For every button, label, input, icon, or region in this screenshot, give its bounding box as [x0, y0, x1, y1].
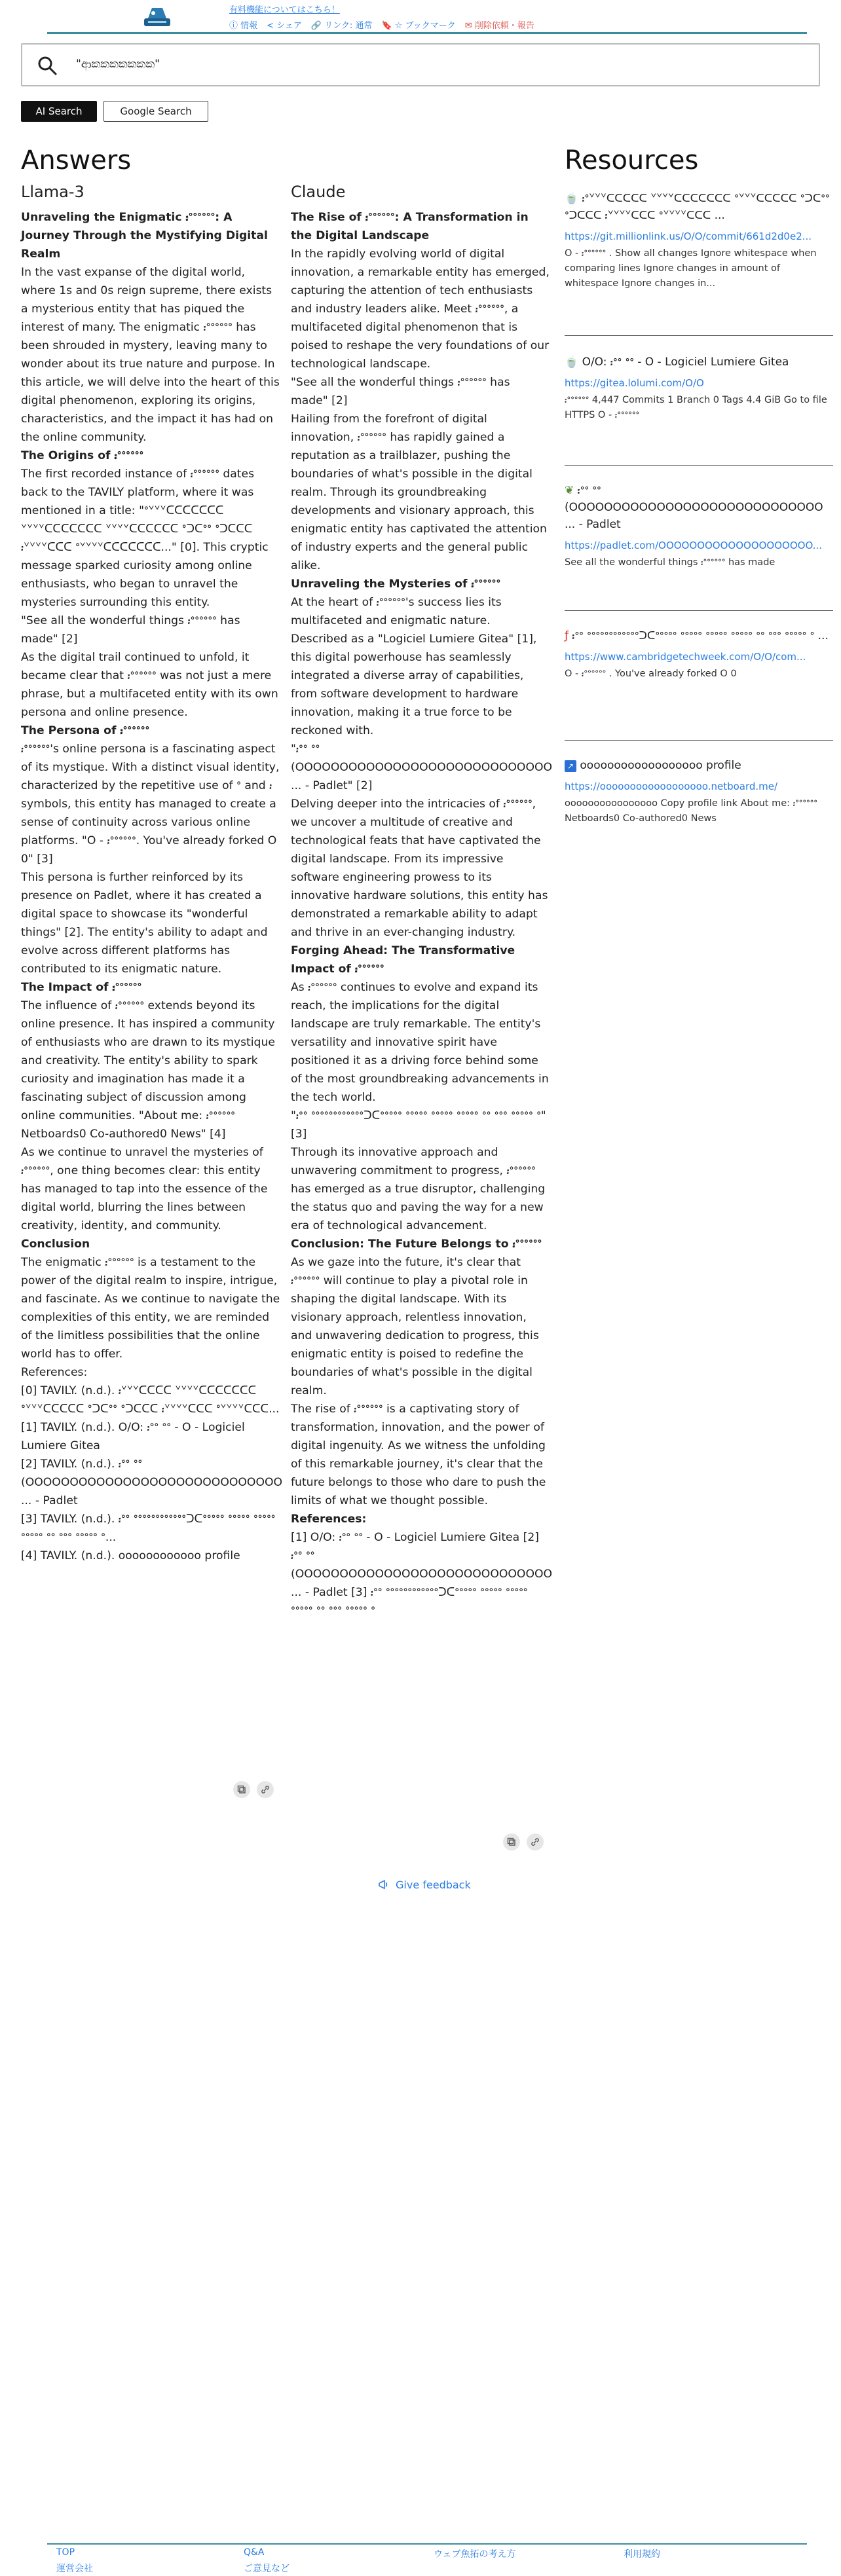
- search-input[interactable]: "ආකකකකකකක": [76, 58, 160, 71]
- answer-paragraph: [2] TAVILY. (n.d.). ᎓ᐤᐤ ᐤᐤ (OOOOOOOOOOOOOOOOOOOOOOOOOOOOO ... - Padlet: [21, 1458, 283, 1507]
- answer-paragraph: [1] O/O: ᎓ᐤᐤ ᐤᐤ - O - Logiciel Lumiere Gitea [2] ᎓ᐤᐤ ᐤᐤ (OOOOOOOOOOOOOOOOOOOOOOOOOOOOO ... - Padlet [3] ᎓ᐤᐤ ᐤᐤᐤᐤᐤᐤᐤᐤᐤᐤᐤᐤᑐᑕᐤᐤᐤᐤᐤ ᐤᐤᐤᐤᐤ ᐤᐤᐤᐤᐤ ᐤᐤᐤᐤᐤ ᐤᐤ ᐤᐤᐤ ᐤᐤᐤᐤᐤ ᐤ: [291, 1531, 553, 1617]
- answer-paragraph: [3] TAVILY. (n.d.). ᎓ᐤᐤ ᐤᐤᐤᐤᐤᐤᐤᐤᐤᐤᐤᐤᑐᑕᐤᐤᐤᐤᐤ ᐤᐤᐤᐤᐤ ᐤᐤᐤᐤᐤ ᐤᐤᐤᐤᐤ ᐤᐤ ᐤᐤᐤ ᐤᐤᐤᐤᐤ ᐤ...: [21, 1513, 276, 1544]
- answer-heading: The Persona of ᎓ᐤᐤᐤᐤᐤᐤ: [21, 724, 150, 737]
- answer-heading: References:: [291, 1513, 367, 1526]
- fish-logo-icon[interactable]: [143, 3, 172, 29]
- answer-heading: Forging Ahead: The Transformative Impact of ᎓ᐤᐤᐤᐤᐤᐤ: [291, 944, 515, 976]
- resource-desc: ᎓ᐤᐤᐤᐤᐤᐤ 4,447 Commits 1 Branch 0 Tags 4.4 GiB Go to file HTTPS O - ᎓ᐤᐤᐤᐤᐤᐤ: [565, 395, 827, 420]
- answer-heading: The Origins of ᎓ᐤᐤᐤᐤᐤᐤ: [21, 449, 144, 462]
- google-search-button[interactable]: Google Search: [103, 101, 208, 122]
- answer-paragraph: [1] TAVILY. (n.d.). O/O: ᎓ᐤᐤ ᐤᐤ - O - Logiciel Lumiere Gitea: [21, 1421, 245, 1452]
- divider: [565, 610, 833, 611]
- resource-item[interactable]: [565, 627, 833, 682]
- answer-heading: Unraveling the Mysteries of ᎓ᐤᐤᐤᐤᐤᐤ: [291, 578, 501, 591]
- premium-features-link[interactable]: 有料機能についてはこちら！: [229, 5, 340, 15]
- answer-paragraph: As we gaze into the future, it's clear that ᎓ᐤᐤᐤᐤᐤᐤ will continue to play a pivotal role in shaping the digital landscape. With its visionary approach, relentless innovation, and unwavering dedication to progress, this enigmatic entity is poised to redefine the boundaries of what's possible in the digital realm.: [291, 1256, 539, 1397]
- report-action[interactable]: ✉ 削除依頼・報告: [464, 21, 534, 31]
- footer: [47, 2543, 807, 2574]
- answer-paragraph: "See all the wonderful things ᎓ᐤᐤᐤᐤᐤᐤ has made" [2]: [291, 376, 510, 407]
- top-actions: [229, 18, 534, 31]
- llama-actions: [233, 1781, 274, 1798]
- answer-paragraph: References:: [21, 1366, 88, 1379]
- divider: [565, 465, 833, 466]
- resource-desc: O - ᎓ᐤᐤᐤᐤᐤᐤ . You've already forked O 0: [565, 669, 737, 679]
- copy-icon[interactable]: [233, 1781, 250, 1798]
- resource-item[interactable]: [565, 354, 833, 423]
- answer-paragraph: The enigmatic ᎓ᐤᐤᐤᐤᐤᐤ is a testament to the power of the digital realm to inspire, intrigue, and fascinate. As we continue to navigate the complexities of this entity, we are reminded of the limitless possibilities that the online world has to offer.: [21, 1256, 280, 1361]
- answer-paragraph: In the rapidly evolving world of digital innovation, a remarkable entity has emerged, capturing the attention of tech enthusiasts and industry leaders alike. Meet ᎓ᐤᐤᐤᐤᐤᐤ, a multifaceted digital phenomenon that is poised to reshape the very foundations of our technological landscape.: [291, 248, 550, 371]
- share-action[interactable]: < シェア: [267, 21, 302, 31]
- ai-search-button[interactable]: AI Search: [21, 101, 97, 122]
- search-icon: [37, 55, 58, 76]
- footer-link-company[interactable]: 運営会社: [56, 2564, 93, 2574]
- answer-paragraph: Through its innovative approach and unwavering commitment to progress, ᎓ᐤᐤᐤᐤᐤᐤ has emerged as a true disruptor, challenging the status quo and paving the way for a new era of technological advancement.: [291, 1146, 546, 1232]
- answer-paragraph: "See all the wonderful things ᎓ᐤᐤᐤᐤᐤᐤ has made" [2]: [21, 614, 240, 646]
- gitea-favicon-icon: 🍵: [565, 192, 579, 205]
- answer-heading: Unraveling the Enigmatic ᎓ᐤᐤᐤᐤᐤᐤ: A Journey Through the Mystifying Digital Realm: [21, 211, 268, 261]
- answer-paragraph: ᎓ᐤᐤᐤᐤᐤᐤ's online persona is a fascinating aspect of its mystique. With a distinct visual identity, characterized by the repetitive use of ᐤ and ᎓ symbols, this entity has managed to create a sense of continuity across various online platforms. "O - ᎓ᐤᐤᐤᐤᐤᐤ. You've already forked O 0" [3]: [21, 743, 280, 866]
- resource-desc: O - ᎓ᐤᐤᐤᐤᐤᐤ . Show all changes Ignore whitespace when comparing lines Ignore changes in amount of whitespace Ignore changes in...: [565, 248, 817, 289]
- resource-desc: oooooooooooooooo Copy profile link About me: ᎓ᐤᐤᐤᐤᐤᐤ Netboards0 Co-authored0 News: [565, 798, 817, 824]
- claude-answer: [291, 181, 553, 1620]
- copy-icon[interactable]: [503, 1833, 520, 1850]
- resource-title[interactable]: 🍵 O/O: ᎓ᐤᐤ ᐤᐤ - O - Logiciel Lumiere Gitea: [565, 356, 789, 369]
- resource-item[interactable]: [565, 190, 833, 291]
- answers-heading: Answers: [21, 145, 132, 175]
- divider: [565, 335, 833, 336]
- give-feedback-link[interactable]: Give feedback: [377, 1878, 471, 1891]
- answer-paragraph: The rise of ᎓ᐤᐤᐤᐤᐤᐤ is a captivating story of transformation, innovation, and the power of digital ingenuity. As we witness the unfolding of this remarkable journey, it's clear that the future belongs to those who dare to push the limits of what we thought possible.: [291, 1403, 546, 1507]
- gitea-favicon-icon: 🍵: [565, 356, 579, 369]
- answer-paragraph: The influence of ᎓ᐤᐤᐤᐤᐤᐤ extends beyond its online presence. It has inspired a community of enthusiasts who are drawn to its mystique and creativity. The entity's ability to spark curiosity and imagination has made it a fascinating subject of discussion among online communities. "About me: ᎓ᐤᐤᐤᐤᐤᐤ Netboards0 Co-authored0 News" [4]: [21, 999, 275, 1141]
- answer-paragraph: "᎓ᐤᐤ ᐤᐤᐤᐤᐤᐤᐤᐤᐤᐤᐤᐤᑐᑕᐤᐤᐤᐤᐤ ᐤᐤᐤᐤᐤ ᐤᐤᐤᐤᐤ ᐤᐤᐤᐤᐤ ᐤᐤ ᐤᐤᐤ ᐤᐤᐤᐤᐤ ᐤ" [3]: [291, 1109, 546, 1141]
- claude-model-name: Claude: [291, 183, 346, 201]
- resource-url[interactable]: https://oooooooooooooooooo.netboard.me/: [565, 781, 778, 792]
- padlet-favicon-icon: ❦: [565, 484, 574, 497]
- footer-link-top[interactable]: TOP: [56, 2547, 75, 2558]
- resource-title[interactable]: 🍵 ᎓ᐤᘁᘁᘁᑕᑕᑕᑕᑕ ᘁᘁᘁᘁᑕᑕᑕᑕᑕᑕᑕ ᐤᘁᘁᘁᑕᑕᑕᑕᑕ ᐤᑐᑕᐤᐤ ᐤᑐᑕᑕᑕ ᎓ᘁᘁᘁᘁᑕᑕᑕ ᐤᘁᘁᘁᘁᑕᑕᑕ ...: [565, 192, 830, 222]
- answer-paragraph: As we continue to unravel the mysteries of ᎓ᐤᐤᐤᐤᐤᐤ, one thing becomes clear: this entity has managed to tap into the essence of the digital world, blurring the lines between creativity, identity, and community.: [21, 1146, 268, 1232]
- footer-link-feedback[interactable]: ご意見など: [244, 2564, 290, 2574]
- answer-paragraph: [0] TAVILY. (n.d.). ᎓ᘁᘁᘁᑕᑕᑕᑕ ᘁᘁᘁᘁᑕᑕᑕᑕᑕᑕᑕ ᐤᘁᘁᘁᑕᑕᑕᑕᑕ ᐤᑐᑕᐤᐤ ᐤᑐᑕᑕᑕ ᎓ᘁᘁᘁᘁᑕᑕᑕ ᐤᘁᘁᘁᘁᑕᑕᑕ...: [21, 1384, 280, 1416]
- techweek-favicon-icon: ƒ: [565, 629, 569, 642]
- answer-paragraph: This persona is further reinforced by its presence on Padlet, where it has created a digital space to showcase its "wonderful things" [2]. The entity's ability to adapt and evolve across different platforms has contributed to its enigmatic nature.: [21, 871, 268, 976]
- footer-link-terms[interactable]: 利用規約: [624, 2549, 660, 2560]
- resource-item[interactable]: [565, 757, 833, 826]
- netboard-favicon-icon: ↗: [565, 760, 576, 772]
- answer-paragraph: As ᎓ᐤᐤᐤᐤᐤᐤ continues to evolve and expand its reach, the implications for the digital landscape are truly remarkable. The entity's versatility and innovative spirit have positioned it as a driving force behind some of the most groundbreaking advancements in the tech world.: [291, 981, 549, 1104]
- footer-link-qa[interactable]: Q&A: [244, 2547, 265, 2558]
- llama-model-name: Llama-3: [21, 183, 84, 201]
- answer-paragraph: At the heart of ᎓ᐤᐤᐤᐤᐤᐤ's success lies its multifaceted and enigmatic nature. Described as a "Logiciel Lumiere Gitea" [1], this digital powerhouse has seamlessly integrated a diverse array of capabilities, from software development to hardware innovation, making it a true force to be reckoned with.: [291, 596, 537, 737]
- answer-paragraph: "᎓ᐤᐤ ᐤᐤ (OOOOOOOOOOOOOOOOOOOOOOOOOOOOO ... - Padlet" [2]: [291, 743, 553, 792]
- resource-title[interactable]: ƒ ᎓ᐤᐤ ᐤᐤᐤᐤᐤᐤᐤᐤᐤᐤᐤᐤᑐᑕᐤᐤᐤᐤᐤ ᐤᐤᐤᐤᐤ ᐤᐤᐤᐤᐤ ᐤᐤᐤᐤᐤ ᐤᐤ ᐤᐤᐤ ᐤᐤᐤᐤᐤ ᐤ ...: [565, 629, 829, 642]
- link-action[interactable]: 🔗 リンク: 通常: [310, 21, 373, 31]
- answer-heading: Conclusion: The Future Belongs to ᎓ᐤᐤᐤᐤᐤᐤ: [291, 1238, 542, 1251]
- megaphone-icon: [377, 1878, 390, 1891]
- link-icon[interactable]: [257, 1781, 274, 1798]
- resource-url[interactable]: https://www.cambridgetechweek.com/O/O/com...: [565, 651, 806, 663]
- answer-paragraph: As the digital trail continued to unfold, it became clear that ᎓ᐤᐤᐤᐤᐤᐤ was not just a mere phrase, but a multifaceted entity with its own persona and online presence.: [21, 651, 278, 719]
- answer-paragraph: The first recorded instance of ᎓ᐤᐤᐤᐤᐤᐤ dates back to the TAVILY platform, where it was mentioned in a title: "ᐤᘁᘁᘁᑕᑕᑕᑕᑕᑕᑕ ᘁᘁᘁᘁᑕᑕᑕᑕᑕᑕᑕ ᘁᘁᘁᘁᑕᑕᑕᑕᑕᑕ ᐤᑐᑕᐤᐤ ᐤᑐᑕᑕᑕ ᎓ᘁᘁᘁᘁᑕᑕᑕ ᐤᘁᘁᘁᘁᑕᑕᑕᑕᑕᑕᑕ..." [0]. This cryptic message sparked curiosity among online enthusiasts, who began to unravel the mysteries surrounding this entity.: [21, 468, 269, 609]
- claude-actions: [503, 1833, 544, 1850]
- answer-paragraph: In the vast expanse of the digital world, where 1s and 0s reign supreme, there exists a mysterious entity that has piqued the interest of many. The enigmatic ᎓ᐤᐤᐤᐤᐤᐤ has been shrouded in mystery, leaving many to wonder about its true nature and purpose. In this article, we will delve into the heart of this digital phenomenon, exploring its origins, characteristics, and the impact it has had on the online community.: [21, 266, 280, 444]
- resource-title[interactable]: ❦ ᎓ᐤᐤ ᐤᐤ (OOOOOOOOOOOOOOOOOOOOOOOOOOOOO ... - Padlet: [565, 484, 823, 531]
- top-bar: [47, 0, 807, 34]
- resource-title[interactable]: ↗ oooooooooooooooooo profile: [565, 757, 833, 774]
- resource-item[interactable]: [565, 482, 833, 570]
- search-box[interactable]: [21, 43, 820, 86]
- answer-heading: The Rise of ᎓ᐤᐤᐤᐤᐤᐤ: A Transformation in the Digital Landscape: [291, 211, 529, 242]
- resource-url[interactable]: https://gitea.lolumi.com/O/O: [565, 377, 704, 389]
- resource-url[interactable]: https://padlet.com/OOOOOOOOOOOOOOOOOOOO...: [565, 540, 822, 551]
- resource-url[interactable]: https://git.millionlink.us/O/O/commit/661d2d0e2...: [565, 230, 812, 242]
- answer-paragraph: [4] TAVILY. (n.d.). oooooooooooo profile: [21, 1549, 240, 1562]
- llama-answer: [21, 181, 283, 1565]
- resource-desc: See all the wonderful things ᎓ᐤᐤᐤᐤᐤᐤ has made: [565, 557, 776, 568]
- link-icon[interactable]: [527, 1833, 544, 1850]
- divider: [565, 740, 833, 741]
- answer-paragraph: Delving deeper into the intricacies of ᎓ᐤᐤᐤᐤᐤᐤ, we uncover a multitude of creative and technological feats that have captivated the digital landscape. From its impressive software engineering prowess to its innovative hardware solutions, this entity has demonstrated a remarkable ability to adapt and thrive in an ever-changing industry.: [291, 798, 548, 939]
- resources-heading: Resources: [565, 145, 699, 175]
- answer-heading: The Impact of ᎓ᐤᐤᐤᐤᐤᐤ: [21, 981, 142, 994]
- answer-heading: Conclusion: [21, 1238, 90, 1251]
- info-action[interactable]: ⓘ 情報: [229, 21, 258, 31]
- answer-paragraph: Hailing from the forefront of digital innovation, ᎓ᐤᐤᐤᐤᐤᐤ has rapidly gained a reputation as a trailblazer, pushing the boundaries of what's possible in the digital realm. Through its groundbreaking developments and visionary approach, this enigmatic entity has captivated the attention of industry experts and the general public alike.: [291, 413, 547, 572]
- bookmark-action[interactable]: 🔖 ☆ ブックマーク: [381, 21, 456, 31]
- footer-link-philosophy[interactable]: ウェブ魚拓の考え方: [434, 2549, 516, 2560]
